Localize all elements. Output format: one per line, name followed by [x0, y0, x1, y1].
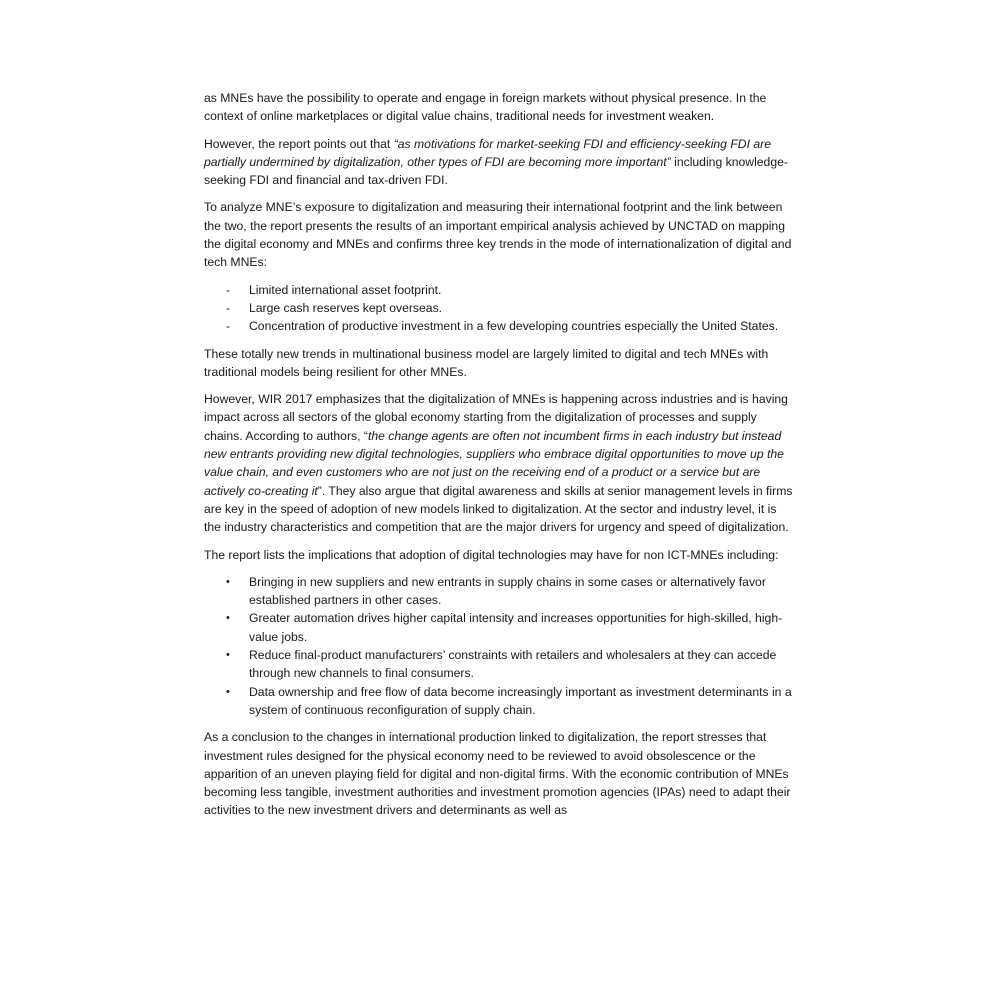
list-item	[204, 609, 796, 646]
paragraph-wir-2017	[204, 390, 796, 536]
text-run: including knowledge-seeking FDI and financial and tax-driven FDI.	[204, 154, 788, 188]
list-item-text: Limited international asset footprint.	[249, 282, 442, 297]
list-item	[204, 573, 796, 610]
trends-list	[204, 281, 796, 336]
quoted-text: “as motivations for market-seeking FDI and efficiency-seeking FDI are partially undermined by digitalization, other types of FDI are becoming more important”	[204, 136, 771, 169]
document-page	[204, 89, 796, 829]
list-item	[204, 317, 796, 335]
paragraph-implications-intro: The report lists the implications that adoption of digital technologies may have for non ICT-MNEs including:	[204, 547, 779, 562]
bullet-marker: •	[226, 649, 230, 662]
list-item-text: Large cash reserves kept overseas.	[249, 300, 443, 315]
list-item-text: Data ownership and free flow of data become increasingly important as investment determinants in a system of continuous reconfiguration of supply chain.	[249, 684, 792, 717]
paragraph-conclusion: As a conclusion to the changes in international production linked to digitalization, the report stresses that investment rules designed for the physical economy need to be reviewed to avoid obsolescence or the apparition of an uneven playing field for digital and non-digital firms. With the economic contribution of MNEs becoming less tangible, investment authorities and investment promotion agencies (IPAs) need to adapt their activities to the new investment drivers and determinants as well as	[204, 730, 791, 818]
list-item-text: Concentration of productive investment in a few developing countries especially the United States.	[249, 319, 779, 334]
quoted-text: the change agents are often not incumbent firms in each industry but instead new entrants providing new digital technologies, suppliers who embrace digital opportunities to move up the value chain, and even customers who are not just on the receiving end of a product or a service but are actively co-creating it	[204, 428, 784, 498]
paragraph-new-trends: These totally new trends in multinational business model are largely limited to digital and tech MNEs with traditional models being resilient for other MNEs.	[204, 346, 769, 379]
paragraph-fdi-types	[204, 135, 796, 190]
list-item	[204, 646, 796, 683]
bullet-marker: •	[226, 612, 230, 625]
list-item-text: Greater automation drives higher capital intensity and increases opportunities for high-skilled, high-value jobs.	[249, 611, 783, 644]
bullet-marker: •	[226, 575, 230, 588]
list-item	[204, 299, 796, 317]
bullet-marker: •	[226, 685, 230, 698]
dash-marker: -	[226, 319, 231, 334]
dash-marker: -	[226, 282, 231, 297]
list-item	[204, 683, 796, 720]
list-item-text: Reduce final-product manufacturers’ constraints with retailers and wholesalers at they can accede through new channels to final consumers.	[249, 648, 777, 681]
implications-list	[204, 573, 796, 719]
text-run: However, WIR 2017 emphasizes that the digitalization of MNEs is happening across industries and is having impact across all sectors of the global economy starting from the digitalization of processes and supply chains. According to authors, “	[204, 392, 788, 443]
list-item-text: Bringing in new suppliers and new entrants in supply chains in some cases or alternatively favor established partners in other cases.	[249, 574, 766, 608]
text-run: ”. They also argue that digital awareness and skills at senior management levels in firms are key in the speed of adoption of new models linked to digitalization. At the sector and industry level, it is the industry characteristics and competition that are the major drivers for urgency and speed of digitalization.	[204, 483, 793, 535]
text-run: However, the report points out that	[204, 136, 394, 151]
list-item	[204, 281, 796, 299]
dash-marker: -	[226, 300, 231, 315]
paragraph-continuation: as MNEs have the possibility to operate and engage in foreign markets without physical presence. In the context of online marketplaces or digital value chains, traditional needs for investment weaken.	[204, 91, 767, 124]
paragraph-unctad-analysis: To analyze MNE’s exposure to digitalization and measuring their international footprint and the link between the two, the report presents the results of an important empirical analysis achieved by UNCTAD on mapping the digital economy and MNEs and confirms three key trends in the mode of internationalization of digital and tech MNEs:	[204, 200, 792, 270]
